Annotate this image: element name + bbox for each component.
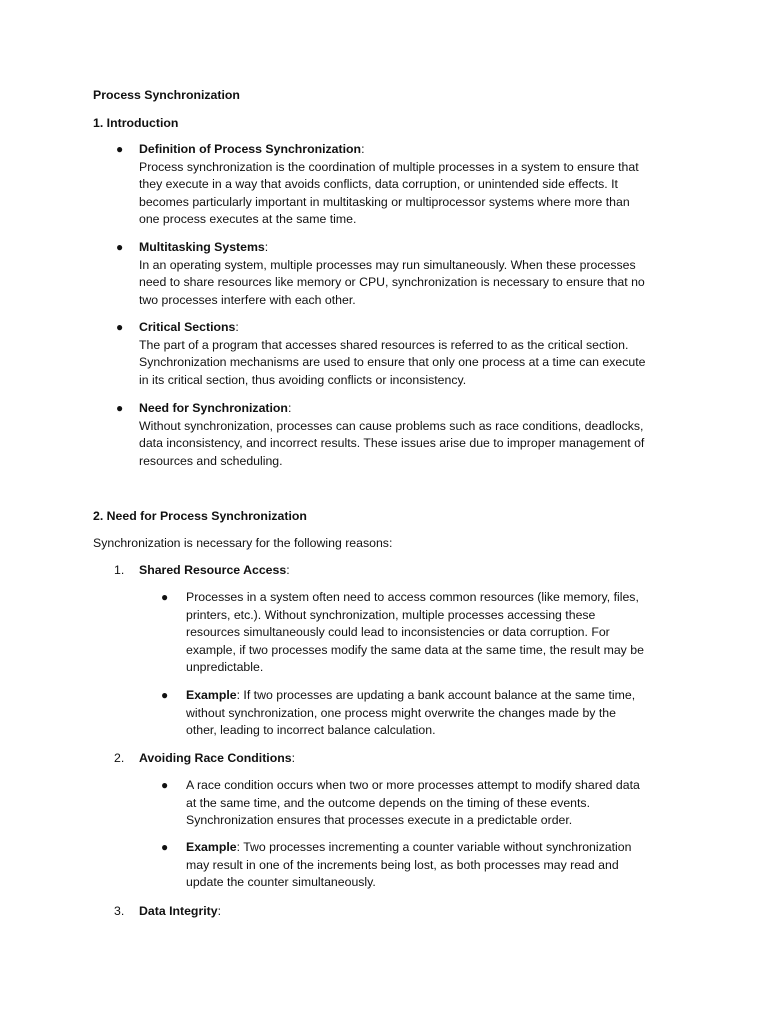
list-item-term: Need for Synchronization: [139, 401, 288, 415]
section-heading-need: 2. Need for Process Synchronization: [93, 509, 307, 523]
list-item-term: Definition of Process Synchronization: [139, 142, 362, 156]
bullet-icon: ●: [116, 240, 124, 254]
list-item-text: becomes particularly important in multitasking or multiprocessor systems where more than: [139, 194, 630, 209]
bullet-icon: ●: [116, 320, 124, 334]
section-intro: Synchronization is necessary for the following reasons:: [93, 536, 393, 550]
section-heading-introduction: 1. Introduction: [93, 116, 179, 130]
numbered-item-term: Data Integrity: [139, 904, 218, 918]
bullet-icon: ●: [161, 590, 169, 604]
list-item-text: need to share resources like memory or CPU, synchronization is necessary to ensure that no: [139, 275, 645, 290]
bullet-icon: ●: [161, 688, 169, 702]
list-item-term: Critical Sections: [139, 320, 236, 334]
list-item-text: Without synchronization, processes can cause problems such as race conditions, deadlocks,: [139, 418, 644, 433]
numbered-item-term: Avoiding Race Conditions: [139, 751, 292, 765]
item-number: 2.: [114, 751, 125, 765]
bullet-icon: ●: [116, 142, 124, 156]
list-item-text: two processes interfere with each other.: [139, 292, 356, 307]
document-page: Process Synchronization 1. Introduction ● Definition of Process Synchronization: Process synchronization is the coordination of multiple processes in a system to ensure that they execute in a way that avoids conflicts, data corruption, or unintended side effects. It becomes particularly important in multitasking or multiprocessor systems where more than one process executes at the same time. ● Multitasking Systems: In an operating system, multiple processes may run simultaneously. When these processes need to share resources like memory or CPU, synchronization is necessary to ensure that no two processes interfere with each other. ● Critical Sections: The part of a program that accesses shared resources is referred to as the critical section. Synchronization mechanisms are used to ensure that only one process at a time can execute in its critical section, thus avoiding conflicts or inconsistency. ● Need for Synchronization: Without synchronization, processes can cause problems such as race conditions, deadlocks, data inconsistency, and incorrect results. These issues arise due to improper management of resources and scheduling. 2. Need for Process Synchronization Synchronization is necessary for the following reasons: 1. Shared Resource Access: ● Processes in a system often need to access common resources (like memory, files, printers, etc.). Without synchronization, multiple processes accessing these resources simultaneously could lead to inconsistencies or data corruption. For example, if two processes modify the same data at the same time, the result may be unpredictable. ● Example: If two processes are updating a bank account balance at the same time, without synchronization, one process might overwrite the changes made by the other, leading to incorrect balance calculation. 2. Avoiding Race Conditions: ● A race condition occurs when two or more processes attempt to modify shared data at the same time, and the outcome depends on the timing of these events. Synchronization ensures that processes execute in a predictable order. ● Example: Two processes incrementing a counter variable without synchronization may result in one of the increments being lost, as both processes may read and update the counter simultaneously. 3. Data Integrity:: [0, 0, 768, 1024]
list-item-text: Synchronization mechanisms are used to ensure that only one process at a time can execute: [139, 355, 646, 370]
list-item-text: in its critical section, thus avoiding conflicts or inconsistency.: [139, 372, 467, 387]
list-item-text: In an operating system, multiple processes may run simultaneously. When these processes: [139, 257, 636, 272]
list-item-text: one process executes at the same time.: [139, 212, 357, 227]
example-label: Example: [186, 688, 237, 702]
example-label: Example: [186, 840, 237, 854]
bullet-icon: ●: [161, 840, 169, 854]
item-number: 1.: [114, 563, 125, 577]
item-number: 3.: [114, 904, 125, 918]
list-item-text: The part of a program that accesses shared resources is referred to as the critical section.: [139, 337, 629, 352]
list-item-text: Process synchronization is the coordination of multiple processes in a system to ensure that: [139, 159, 639, 174]
bullet-icon: ●: [116, 401, 124, 415]
document-title: Process Synchronization: [93, 88, 240, 102]
list-item-term: Multitasking Systems: [139, 240, 265, 254]
list-item-text: they execute in a way that avoids conflicts, data corruption, or unintended side effects. It: [139, 177, 618, 192]
bullet-icon: ●: [161, 778, 169, 792]
numbered-item-term: Shared Resource Access: [139, 563, 287, 577]
list-item-text: data inconsistency, and incorrect results. These issues arise due to improper management of: [139, 436, 645, 451]
list-item-text: resources and scheduling.: [139, 453, 283, 468]
